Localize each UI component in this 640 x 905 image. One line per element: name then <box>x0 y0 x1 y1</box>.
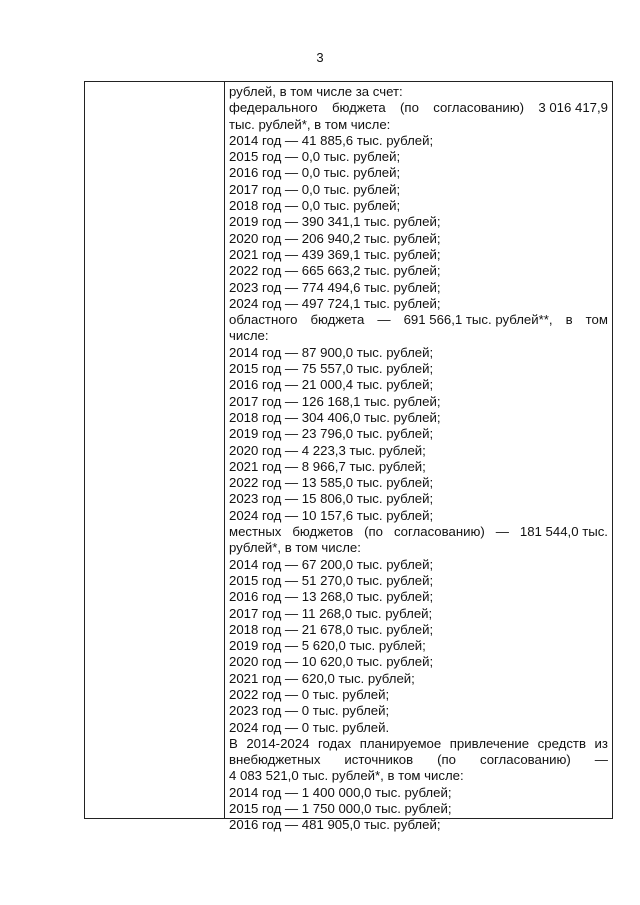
word: внебюджетных <box>229 752 321 768</box>
year-line: 2024 год — 497 724,1 тыс. рублей; <box>229 295 441 311</box>
word: федерального <box>229 100 318 116</box>
word: — <box>594 752 608 768</box>
text-line: рублей, в том числе за счет: <box>229 84 403 99</box>
word: (по <box>437 752 456 768</box>
document-table <box>84 81 613 833</box>
year-line: 2014 год — 41 885,6 тыс. рублей; <box>229 132 434 148</box>
word: согласованию) <box>479 752 571 768</box>
column-divider <box>224 82 225 818</box>
word: местных <box>229 524 282 540</box>
text-line-justified <box>229 100 608 116</box>
year-line: 2017 год — 126 168,1 тыс. рублей; <box>229 393 441 409</box>
year-line: 2023 год — 774 494,6 тыс. рублей; <box>229 279 441 295</box>
word: из <box>594 735 608 751</box>
year-line: 2017 год — 11 268,0 тыс. рублей; <box>229 605 433 621</box>
year-line: 2024 год — 10 157,6 тыс. рублей; <box>229 507 434 523</box>
year-line: 2019 год — 23 796,0 тыс. рублей; <box>229 426 434 442</box>
word: в <box>565 312 573 328</box>
word: — <box>377 312 391 328</box>
word: 691 566,1 тыс. рублей**, <box>403 312 553 328</box>
word: В <box>229 735 238 751</box>
word: (по <box>400 100 419 116</box>
year-line: 2020 год — 10 620,0 тыс. рублей; <box>229 654 434 670</box>
word: 181 544,0 тыс. <box>519 524 608 540</box>
word: том <box>585 312 608 328</box>
text-line: рублей*, в том числе: <box>229 540 361 556</box>
word: источников <box>344 752 414 768</box>
word: средств <box>537 735 586 751</box>
word: бюджетов <box>292 524 354 540</box>
year-line: 2014 год — 1 400 000,0 тыс. рублей; <box>229 784 452 800</box>
year-line: 2019 год — 5 620,0 тыс. рублей; <box>229 638 426 654</box>
year-line: 2020 год — 206 940,2 тыс. рублей; <box>229 230 441 246</box>
year-line: 2015 год — 0,0 тыс. рублей; <box>229 149 401 165</box>
word: согласованию) <box>393 524 485 540</box>
word: бюджета <box>331 100 386 116</box>
year-line: 2022 год — 665 663,2 тыс. рублей; <box>229 263 441 279</box>
year-line: 2020 год — 4 223,3 тыс. рублей; <box>229 442 426 458</box>
year-line: 2022 год — 13 585,0 тыс. рублей; <box>229 475 434 491</box>
word: (по <box>364 524 383 540</box>
year-line: 2014 год — 67 200,0 тыс. рублей; <box>229 556 434 572</box>
word: 2014-2024 <box>246 735 310 751</box>
year-line: 2023 год — 15 806,0 тыс. рублей; <box>229 491 434 507</box>
year-line: 2022 год — 0 тыс. рублей; <box>229 686 390 702</box>
funding-text-cell <box>229 84 608 834</box>
word: привлечение <box>449 735 530 751</box>
year-line: 2021 год — 620,0 тыс. рублей; <box>229 670 415 686</box>
word: планируемое <box>359 735 442 751</box>
text-line-justified <box>229 312 608 328</box>
year-line: 2016 год — 0,0 тыс. рублей; <box>229 165 401 181</box>
year-line: 2021 год — 8 966,7 тыс. рублей; <box>229 458 426 474</box>
word: областного <box>229 312 298 328</box>
year-line: 2018 год — 304 406,0 тыс. рублей; <box>229 409 441 425</box>
word: годах <box>317 735 352 751</box>
text-line-justified <box>229 752 608 768</box>
word: 3 016 417,9 <box>538 100 608 116</box>
word: — <box>495 524 509 540</box>
year-line: 2023 год — 0 тыс. рублей; <box>229 703 390 719</box>
text-line: числе: <box>229 328 269 344</box>
year-line: 2019 год — 390 341,1 тыс. рублей; <box>229 214 441 230</box>
year-line: 2018 год — 0,0 тыс. рублей; <box>229 198 401 214</box>
word: согласованию) <box>433 100 525 116</box>
year-line: 2021 год — 439 369,1 тыс. рублей; <box>229 246 441 262</box>
year-line: 2018 год — 21 678,0 тыс. рублей; <box>229 621 434 637</box>
year-line: 2017 год — 0,0 тыс. рублей; <box>229 181 401 197</box>
text-line: 4 083 521,0 тыс. рублей*, в том числе: <box>229 768 464 784</box>
text-line: тыс. рублей*, в том числе: <box>229 116 391 132</box>
year-line: 2015 год — 51 270,0 тыс. рублей; <box>229 572 434 588</box>
text-line-justified <box>229 736 608 752</box>
year-line: 2016 год — 21 000,4 тыс. рублей; <box>229 377 434 393</box>
year-line: 2024 год — 0 тыс. рублей. <box>229 719 390 735</box>
year-line: 2015 год — 1 750 000,0 тыс. рублей; <box>229 801 452 817</box>
page-number: 3 <box>316 50 324 65</box>
year-line: 2015 год — 75 557,0 тыс. рублей; <box>229 361 434 377</box>
year-line: 2016 год — 13 268,0 тыс. рублей; <box>229 589 434 605</box>
word: бюджета <box>310 312 365 328</box>
text-line-justified <box>229 524 608 540</box>
year-line: 2014 год — 87 900,0 тыс. рублей; <box>229 344 434 360</box>
year-line: 2016 год — 481 905,0 тыс. рублей; <box>229 817 441 833</box>
